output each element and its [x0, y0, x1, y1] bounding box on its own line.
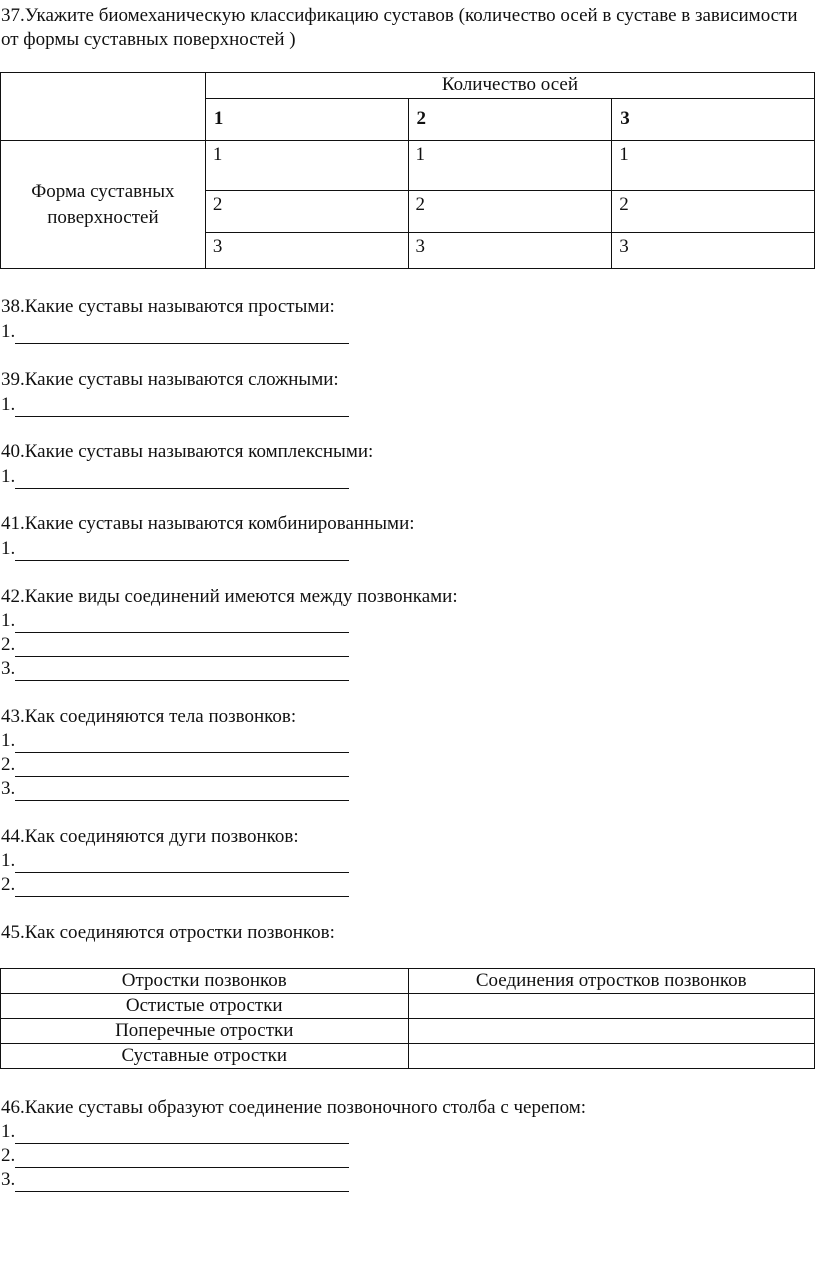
surface-form-label: Форма суставных поверхностей: [1, 141, 206, 269]
table-cell[interactable]: 2: [408, 191, 612, 233]
question-46-title: 46.Какие суставы образуют соединение позвоночного столба с черепом:: [1, 1097, 587, 1118]
connection-answer-cell[interactable]: [408, 1019, 815, 1044]
connection-answer-cell[interactable]: [408, 1044, 815, 1069]
answer-line[interactable]: 2.: [1, 874, 349, 896]
axes-classification-table: [0, 72, 815, 269]
answer-line[interactable]: 1.: [1, 730, 349, 752]
axis-col-2: 2: [408, 99, 612, 141]
table-cell[interactable]: 3: [408, 233, 612, 269]
answer-line[interactable]: 3.: [1, 658, 349, 680]
process-row-label: Поперечные отростки: [1, 1019, 409, 1044]
answer-line[interactable]: 1.: [1, 321, 349, 343]
table-cell[interactable]: 1: [612, 141, 815, 191]
process-row-label: Остистые отростки: [1, 994, 409, 1019]
question-40-title: 40.Какие суставы называются комплексными:: [1, 441, 374, 462]
answer-line[interactable]: 1.: [1, 850, 349, 872]
answer-line[interactable]: 2.: [1, 634, 349, 656]
table-cell[interactable]: 1: [205, 141, 408, 191]
question-37-title: 37.Укажите биомеханическую классификацию суставов (количество осей в суставе в зависимости от формы суставных поверхностей ): [1, 5, 798, 50]
answer-line[interactable]: 1.: [1, 466, 349, 488]
axis-col-3: 3: [612, 99, 815, 141]
table-cell[interactable]: 1: [408, 141, 612, 191]
connections-header: Соединения отростков позвонков: [408, 969, 815, 994]
axes-header: Количество осей: [205, 73, 814, 99]
answer-line[interactable]: 3.: [1, 778, 349, 800]
table-cell[interactable]: 2: [205, 191, 408, 233]
answer-line[interactable]: 3.: [1, 1169, 349, 1191]
answer-line[interactable]: 2.: [1, 1145, 349, 1167]
question-42-title: 42.Какие виды соединений имеются между позвонками:: [1, 586, 458, 607]
question-45-title: 45.Как соединяются отростки позвонков:: [1, 922, 335, 943]
table-cell[interactable]: 3: [205, 233, 408, 269]
answer-line[interactable]: 1.: [1, 538, 349, 560]
question-41-title: 41.Какие суставы называются комбинированными:: [1, 513, 415, 534]
processes-table: [0, 968, 815, 1069]
process-row-label: Суставные отростки: [1, 1044, 409, 1069]
table-corner-cell: [1, 73, 206, 141]
question-38-title: 38.Какие суставы называются простыми:: [1, 296, 335, 317]
question-43-title: 43.Как соединяются тела позвонков:: [1, 706, 297, 727]
answer-line[interactable]: 1.: [1, 610, 349, 632]
table-cell[interactable]: 2: [612, 191, 815, 233]
axis-col-1: 1: [205, 99, 408, 141]
answer-line[interactable]: 2.: [1, 754, 349, 776]
question-44-title: 44.Как соединяются дуги позвонков:: [1, 826, 299, 847]
processes-header: Отростки позвонков: [1, 969, 409, 994]
question-39-title: 39.Какие суставы называются сложными:: [1, 369, 339, 390]
connection-answer-cell[interactable]: [408, 994, 815, 1019]
table-cell[interactable]: 3: [612, 233, 815, 269]
answer-line[interactable]: 1.: [1, 394, 349, 416]
answer-line[interactable]: 1.: [1, 1121, 349, 1143]
